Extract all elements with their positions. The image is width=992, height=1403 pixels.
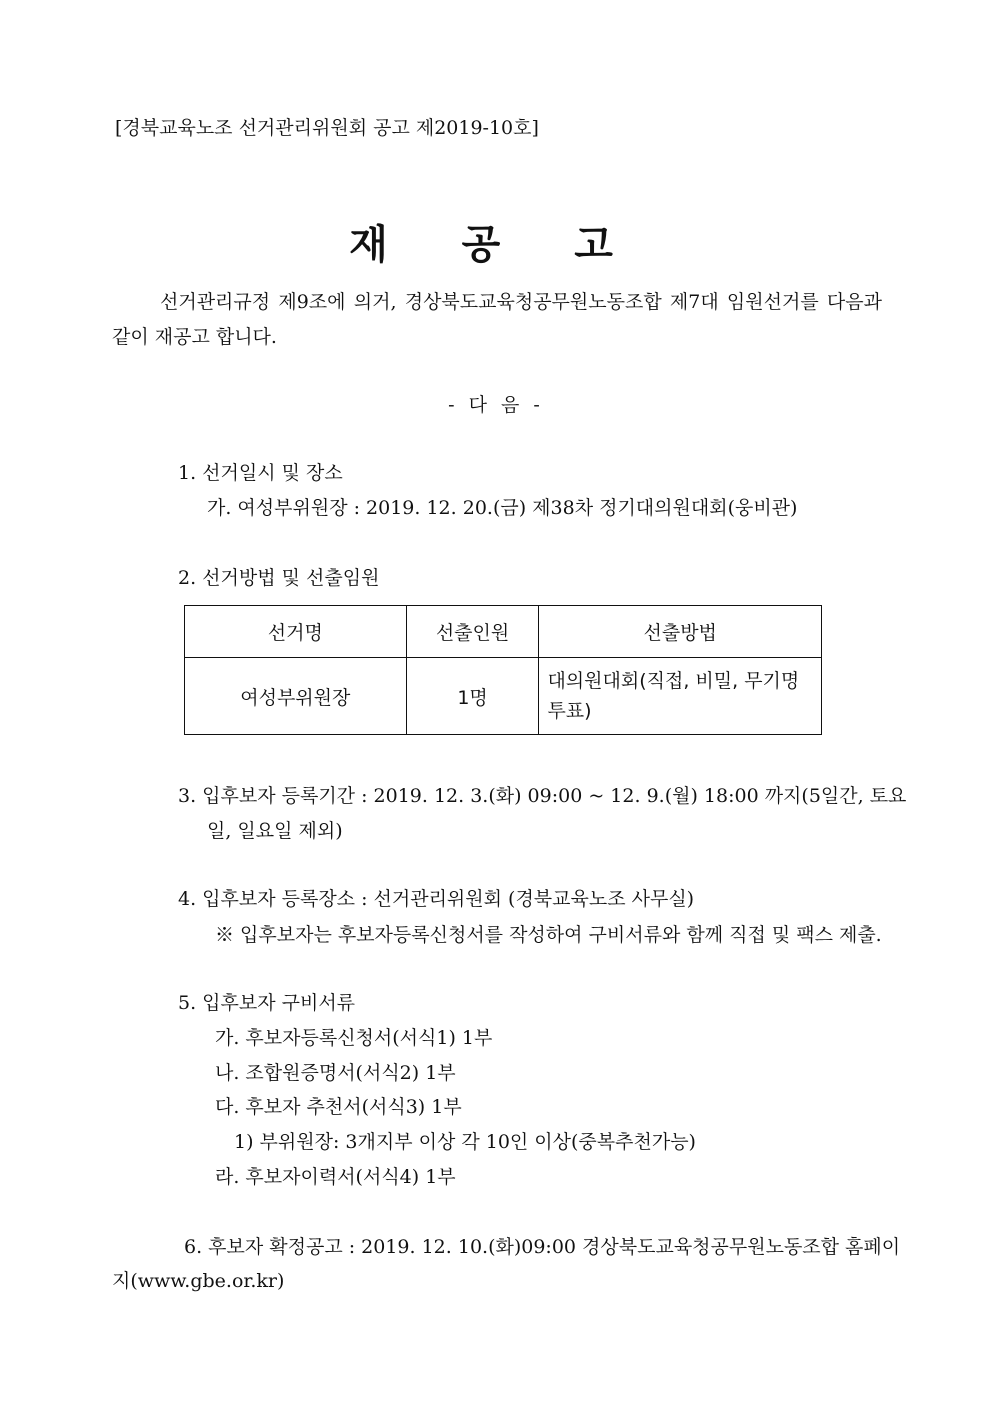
section-1-heading: 1. 선거일시 및 장소 xyxy=(178,462,343,484)
section-2-heading: 2. 선거방법 및 선출임원 xyxy=(178,567,380,589)
section-6-line-1: 6. 후보자 확정공고 : 2019. 12. 10.(화)09:00 경상북도교육청공무원노동조합 홈페이 xyxy=(184,1236,901,1258)
section-1-item-a: 가. 여성부위원장 : 2019. 12. 20.(금) 제38차 정기대의원대회(웅비관) xyxy=(207,497,798,519)
election-table xyxy=(184,605,822,735)
table-row xyxy=(185,658,822,735)
notice-number: [경북교육노조 선거관리위원회 공고 제2019-10호] xyxy=(115,117,539,139)
table-cell: 여성부위원장 xyxy=(185,658,407,735)
table-cell: 1명 xyxy=(406,658,539,735)
section-3-line-2: 일, 일요일 제외) xyxy=(207,820,343,842)
section-4-heading: 4. 입후보자 등록장소 : 선거관리위원회 (경북교육노조 사무실) xyxy=(178,888,695,910)
table-header-cell: 선출인원 xyxy=(406,606,539,658)
table-header-cell: 선출방법 xyxy=(539,606,822,658)
table-header-cell: 선거명 xyxy=(185,606,407,658)
section-5-item-c: 다. 후보자 추천서(서식3) 1부 xyxy=(215,1096,462,1118)
section-5-item-d: 라. 후보자이력서(서식4) 1부 xyxy=(215,1166,456,1188)
section-5-heading: 5. 입후보자 구비서류 xyxy=(178,992,356,1014)
table-cell: 대의원대회(직접, 비밀, 무기명 투표) xyxy=(539,658,822,735)
page-title: 재 공 고 xyxy=(349,221,643,268)
section-divider-label: - 다 음 - xyxy=(448,394,544,416)
section-5-item-c1: 1) 부위원장: 3개지부 이상 각 10인 이상(중복추천가능) xyxy=(234,1131,696,1153)
section-4-note: ※ 입후보자는 후보자등록신청서를 작성하여 구비서류와 함께 직접 및 팩스 제출. xyxy=(215,924,882,946)
section-5-item-a: 가. 후보자등록신청서(서식1) 1부 xyxy=(215,1027,493,1049)
section-5-item-b: 나. 조합원증명서(서식2) 1부 xyxy=(215,1062,456,1084)
section-6-line-2: 지(www.gbe.or.kr) xyxy=(112,1270,285,1292)
table-header-row xyxy=(185,606,822,658)
section-3-line-1: 3. 입후보자 등록기간 : 2019. 12. 3.(화) 09:00 ~ 12. 9.(월) 18:00 까지(5일간, 토요 xyxy=(178,785,907,807)
intro-paragraph: 선거관리규정 제9조에 의거, 경상북도교육청공무원노동조합 제7대 임원선거를 다음과 같이 재공고 합니다. xyxy=(112,291,882,348)
